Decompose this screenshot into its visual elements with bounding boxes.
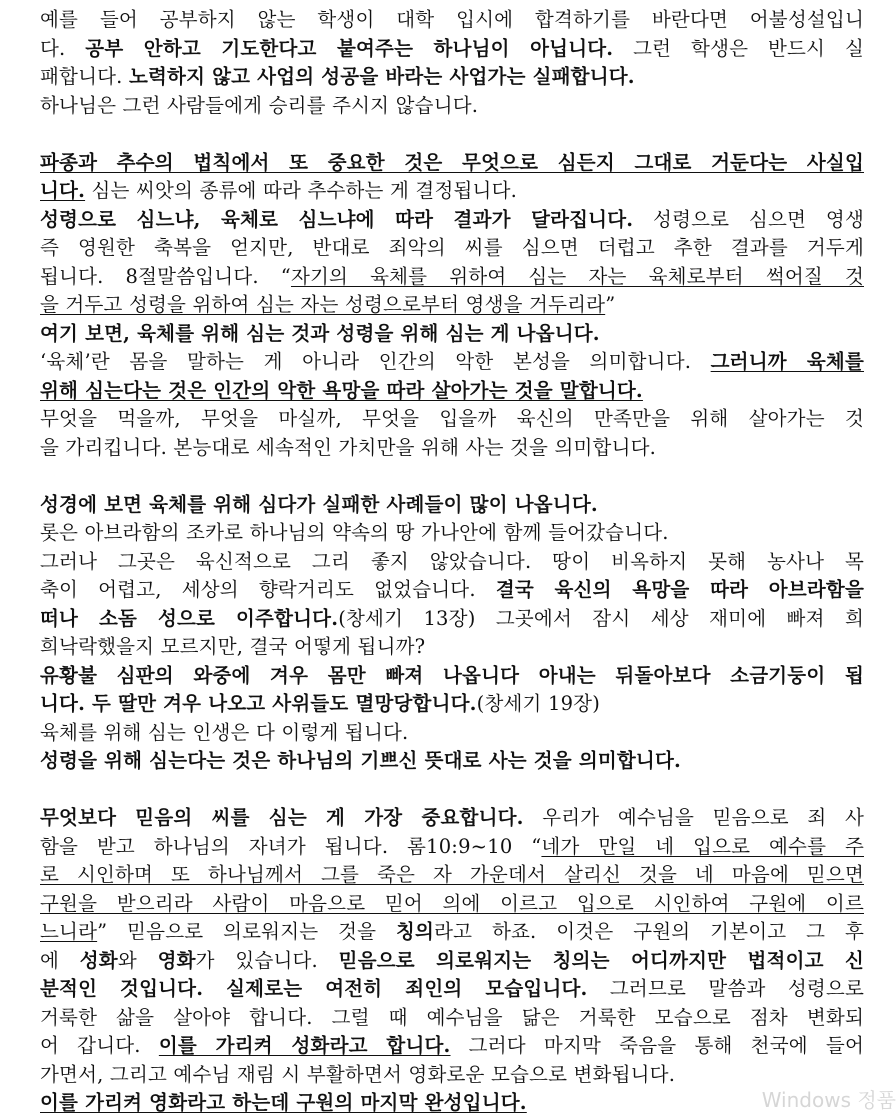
text-line: [40, 1032, 864, 1061]
bold-text: 이를 가리켜 성화라고 합니다.: [158, 1034, 451, 1057]
bold-text: 분적인 것입니다. 실제로는 여전히 죄인의 모습입니다.: [40, 977, 588, 1000]
body-text: (창세기 13장) 그곳에서 잠시 세상 재미에 빠져 희: [338, 606, 864, 630]
text-line: [40, 548, 864, 577]
document-body: [40, 6, 864, 1118]
text-line: [40, 291, 864, 320]
text-line: [40, 491, 864, 520]
bold-text: 그러니까 육체를: [710, 350, 864, 373]
text-line: [40, 234, 864, 263]
body-text: 희낙락했을지 모르지만, 결국 어떻게 됩니까?: [40, 635, 426, 658]
text-line: [40, 918, 864, 947]
text-line: [40, 576, 864, 605]
bold-text: 성령을 위해 심는다는 것은 하나님의 기쁘신 뜻대로 사는 것을 의미합니다.: [40, 749, 681, 772]
body-text: 성령으로 심으면 영생: [633, 207, 864, 231]
bold-text: 성령으로 심느냐, 육체로 심느냐에 따라 결과가 달라집니다.: [40, 207, 634, 231]
text-line: [40, 633, 864, 662]
text-line: [40, 804, 864, 833]
text-line: [40, 1004, 864, 1033]
bold-text: 노력하지 않고 사업의 성공을 바라는 사업가는 실패합니다.: [128, 65, 635, 88]
body-text: 을 거두고 성령을 위하여 심는 자는 성령으로부터 영생을 거두리라: [40, 293, 606, 316]
text-line: [40, 719, 864, 748]
body-text: 그러다 마지막 죽음을 통해 천국에 들어: [450, 1034, 864, 1057]
text-line: [40, 6, 864, 35]
text-line: [40, 947, 864, 976]
body-text: 롯은 아브라함의 조카로 하나님의 약속의 땅 가나안에 함께 들어갔습니다.: [40, 521, 669, 544]
body-text: 구원을 받으리라 사람이 마음으로 믿어 의에 이르고 입으로 시인하여 구원에 이르: [40, 891, 864, 915]
bold-text: 무엇보다 믿음의 씨를 심는 게 가장 중요합니다.: [40, 806, 524, 829]
body-text: ‘육체’란 몸을 말하는 게 아니라 인간의 악한 본성을 의미합니다.: [40, 350, 711, 373]
text-line: [40, 975, 864, 1004]
body-text: 육체를 위해 심는 인생은 다 이렇게 됩니다.: [40, 720, 409, 744]
body-text: 축이 어렵고, 세상의 향락거리도 없었습니다.: [40, 578, 496, 601]
windows-activation-watermark: Windows 정품: [761, 1088, 896, 1112]
bold-text: 성화: [79, 948, 118, 972]
blank-line: [40, 120, 864, 149]
bold-text: 니다. 두 딸만 겨우 나오고 사위들도 멸망당합니다.: [40, 692, 477, 715]
text-line: [40, 1089, 864, 1118]
blank-line: [40, 462, 864, 491]
body-text: 그러나 그곳은 육신적으로 그리 좋지 않았습니다. 땅이 비옥하지 못해 농사나 목: [40, 549, 864, 573]
body-text: 하나님은 그런 사람들에게 승리를 주시지 않습니다.: [40, 93, 479, 117]
body-text: 그런 학생은 반드시 실: [613, 36, 864, 60]
text-line: [40, 263, 864, 292]
body-text: 가면서, 그리고 예수님 재림 시 부활하면서 영화로운 모습으로 변화됩니다.: [40, 1062, 676, 1086]
body-text: 어 갑니다.: [40, 1034, 159, 1057]
body-text: 가 있습니다.: [195, 948, 339, 972]
body-text: 함을 받고 하나님의 자녀가 됩니다. 롬10:9~10 “: [40, 834, 542, 858]
body-text: 다.: [40, 36, 86, 60]
text-line: [40, 833, 864, 862]
bold-text: 영화: [157, 948, 196, 972]
text-line: [40, 605, 864, 634]
blank-line: [40, 776, 864, 805]
body-text: 됩니다. 8절말씀입니다. “: [40, 264, 291, 288]
body-text: 무엇을 먹을까, 무엇을 마실까, 무엇을 입을까 육신의 만족만을 위해 살아가는 것: [40, 407, 864, 430]
body-text: 즉 영원한 축복을 얻지만, 반대로 죄악의 씨를 심으면 더럽고 추한 결과를 거두게: [40, 236, 864, 259]
body-text: ” 믿음으로 의로워지는 것을: [97, 920, 396, 943]
bold-text: 이를 가리켜 영화라고 하는데 구원의 마지막 완성입니다.: [40, 1091, 527, 1114]
bold-text: 니다.: [40, 179, 86, 202]
body-text: 라고 하죠. 이것은 구원의 기본이고 그 후: [434, 920, 864, 943]
text-line: [40, 149, 864, 178]
bold-text: 성경에 보면 육체를 위해 심다가 실패한 사례들이 많이 나옵니다.: [40, 492, 598, 516]
text-line: [40, 177, 864, 206]
bold-text: 공부 안하고 기도한다고 붙여주는 하나님이 아닙니다.: [85, 36, 614, 60]
text-line: [40, 890, 864, 919]
bold-text: 떠나 소돔 성으로 이주합니다.: [40, 606, 339, 630]
body-text: 와: [117, 948, 158, 972]
body-text: 로 시인하며 또 하나님께서 그를 죽은 자 가운데서 살리신 것을 네 마음에 믿으면: [40, 863, 864, 886]
bold-text: 여기 보면, 육체를 위해 심는 것과 성령을 위해 심는 게 나옵니다.: [40, 321, 600, 345]
body-text: 느니라: [40, 920, 98, 943]
text-line: [40, 377, 864, 406]
text-line: [40, 320, 864, 349]
text-line: [40, 348, 864, 377]
text-line: [40, 861, 864, 890]
text-line: [40, 35, 864, 64]
text-line: [40, 690, 864, 719]
text-line: [40, 92, 864, 121]
bold-text: 결국 육신의 욕망을 따라 아브라함을: [495, 578, 864, 601]
text-line: [40, 63, 864, 92]
body-text: 네가 만일 네 입으로 예수를 주: [541, 834, 864, 858]
bold-text: 칭의: [396, 920, 435, 943]
bold-text: 유황불 심판의 와중에 겨우 몸만 빠져 나옵니다 아내는 뒤돌아보다 소금기둥이 됩: [40, 663, 864, 687]
body-text: 우리가 예수님을 믿음으로 죄 사: [523, 806, 864, 829]
body-text: (창세기 19장): [476, 692, 601, 715]
body-text: 거룩한 삶을 살아야 합니다. 그럴 때 예수님을 닮은 거룩한 모습으로 점차 변화되: [40, 1005, 864, 1029]
bold-text: 위해 심는다는 것은 인간의 악한 욕망을 따라 살아가는 것을 말합니다.: [40, 378, 643, 402]
text-line: [40, 434, 864, 463]
body-text: 그러므로 말씀과 성령으로: [587, 977, 864, 1000]
body-text: 심는 씨앗의 종류에 따라 추수하는 게 결정됩니다.: [85, 179, 518, 202]
text-line: [40, 747, 864, 776]
text-line: [40, 405, 864, 434]
body-text: 을 가리킵니다. 본능대로 세속적인 가치만을 위해 사는 것을 의미합니다.: [40, 435, 657, 459]
text-line: [40, 662, 864, 691]
body-text: 에: [40, 948, 80, 972]
bold-text: 믿음으로 의로워지는 칭의는 어디까지만 법적이고 신: [338, 948, 864, 972]
body-text: ”: [605, 293, 616, 316]
body-text: 자기의 육체를 위하여 심는 자는 육체로부터 썩어질 것: [290, 264, 864, 288]
body-text: 패합니다.: [40, 65, 129, 88]
text-line: [40, 206, 864, 235]
body-text: 예를 들어 공부하지 않는 학생이 대학 입시에 합격하기를 바란다면 어불성설입니: [40, 8, 864, 31]
text-line: [40, 519, 864, 548]
text-line: [40, 1061, 864, 1090]
bold-text: 파종과 추수의 법칙에서 또 중요한 것은 무엇으로 심든지 그대로 거둔다는 사실입: [40, 150, 864, 174]
